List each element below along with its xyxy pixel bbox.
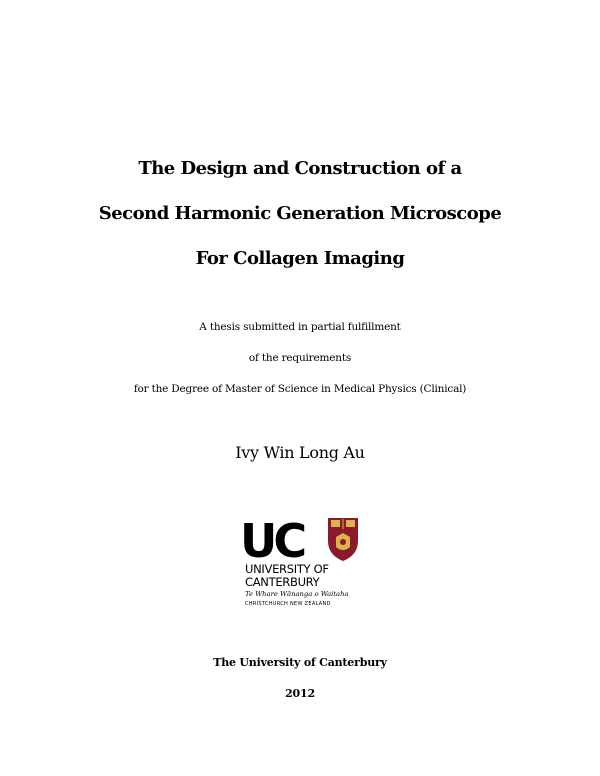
crest-shield-icon xyxy=(328,518,358,561)
university-of-canterbury-logo xyxy=(240,515,362,610)
logo-tagline: Te Whare Wānanga o Waitaha xyxy=(245,590,349,598)
submission-year: 2012 xyxy=(285,687,315,700)
thesis-title-line-2: Second Harmonic Generation Microscope xyxy=(98,203,502,224)
author-name: Ivy Win Long Au xyxy=(235,443,365,462)
logo-location: CHRISTCHURCH NEW ZEALAND xyxy=(245,601,331,607)
thesis-title-line-1: The Design and Construction of a xyxy=(138,158,462,179)
thesis-title-line-3: For Collagen Imaging xyxy=(195,248,405,269)
submission-statement-line-1: A thesis submitted in partial fulfillment xyxy=(199,321,401,333)
logo-line-2: CANTERBURY xyxy=(245,575,320,589)
logo-letters: UC xyxy=(240,515,304,568)
institution-name: The University of Canterbury xyxy=(213,656,387,669)
submission-statement-line-3: for the Degree of Master of Science in Medical Physics (Clinical) xyxy=(133,383,467,395)
submission-statement-line-2: of the requirements xyxy=(248,352,352,364)
logo-line-1: UNIVERSITY OF xyxy=(245,562,329,576)
